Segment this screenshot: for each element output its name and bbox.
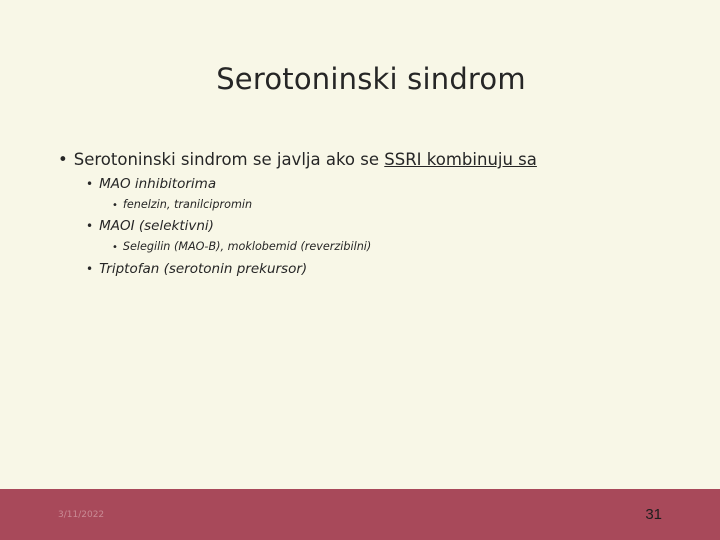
bullet-dot: • xyxy=(112,242,118,253)
bullet-dot: • xyxy=(112,200,118,211)
bullet-dot: • xyxy=(86,219,94,233)
sub-sub-bullet-text: fenelzin, tranilcipromin xyxy=(122,198,253,211)
footer-bar xyxy=(0,489,720,540)
bullet-dot: • xyxy=(86,177,94,191)
sub-sub-bullet-examples xyxy=(112,240,371,253)
sub-bullet-label: Triptofan (serotonin prekursor) xyxy=(99,261,308,277)
sub-bullet-label: MAOI (selektivni) xyxy=(99,218,214,234)
sub-sub-bullet-text: Selegilin (MAO-B), moklobemid (reverzibilni) xyxy=(122,240,372,253)
sub-sub-bullet-examples xyxy=(112,198,252,211)
bullet-dot: • xyxy=(86,262,94,276)
sub-bullet-maoi-selective xyxy=(86,218,214,234)
bullet-dot: • xyxy=(58,150,68,169)
page-number: 31 xyxy=(645,506,662,523)
sub-bullet-label: MAO inhibitorima xyxy=(99,176,217,192)
footer-date: 3/11/2022 xyxy=(58,510,105,520)
main-bullet-text: Serotoninski sindrom se javlja ako se xyxy=(73,150,385,169)
main-bullet xyxy=(58,150,537,169)
slide-title: Serotoninski sindrom xyxy=(216,62,526,96)
main-bullet-underlined-text: SSRI kombinuju sa xyxy=(384,150,537,169)
sub-bullet-mao-inhibitors xyxy=(86,176,216,192)
sub-bullet-tryptophan xyxy=(86,261,307,277)
